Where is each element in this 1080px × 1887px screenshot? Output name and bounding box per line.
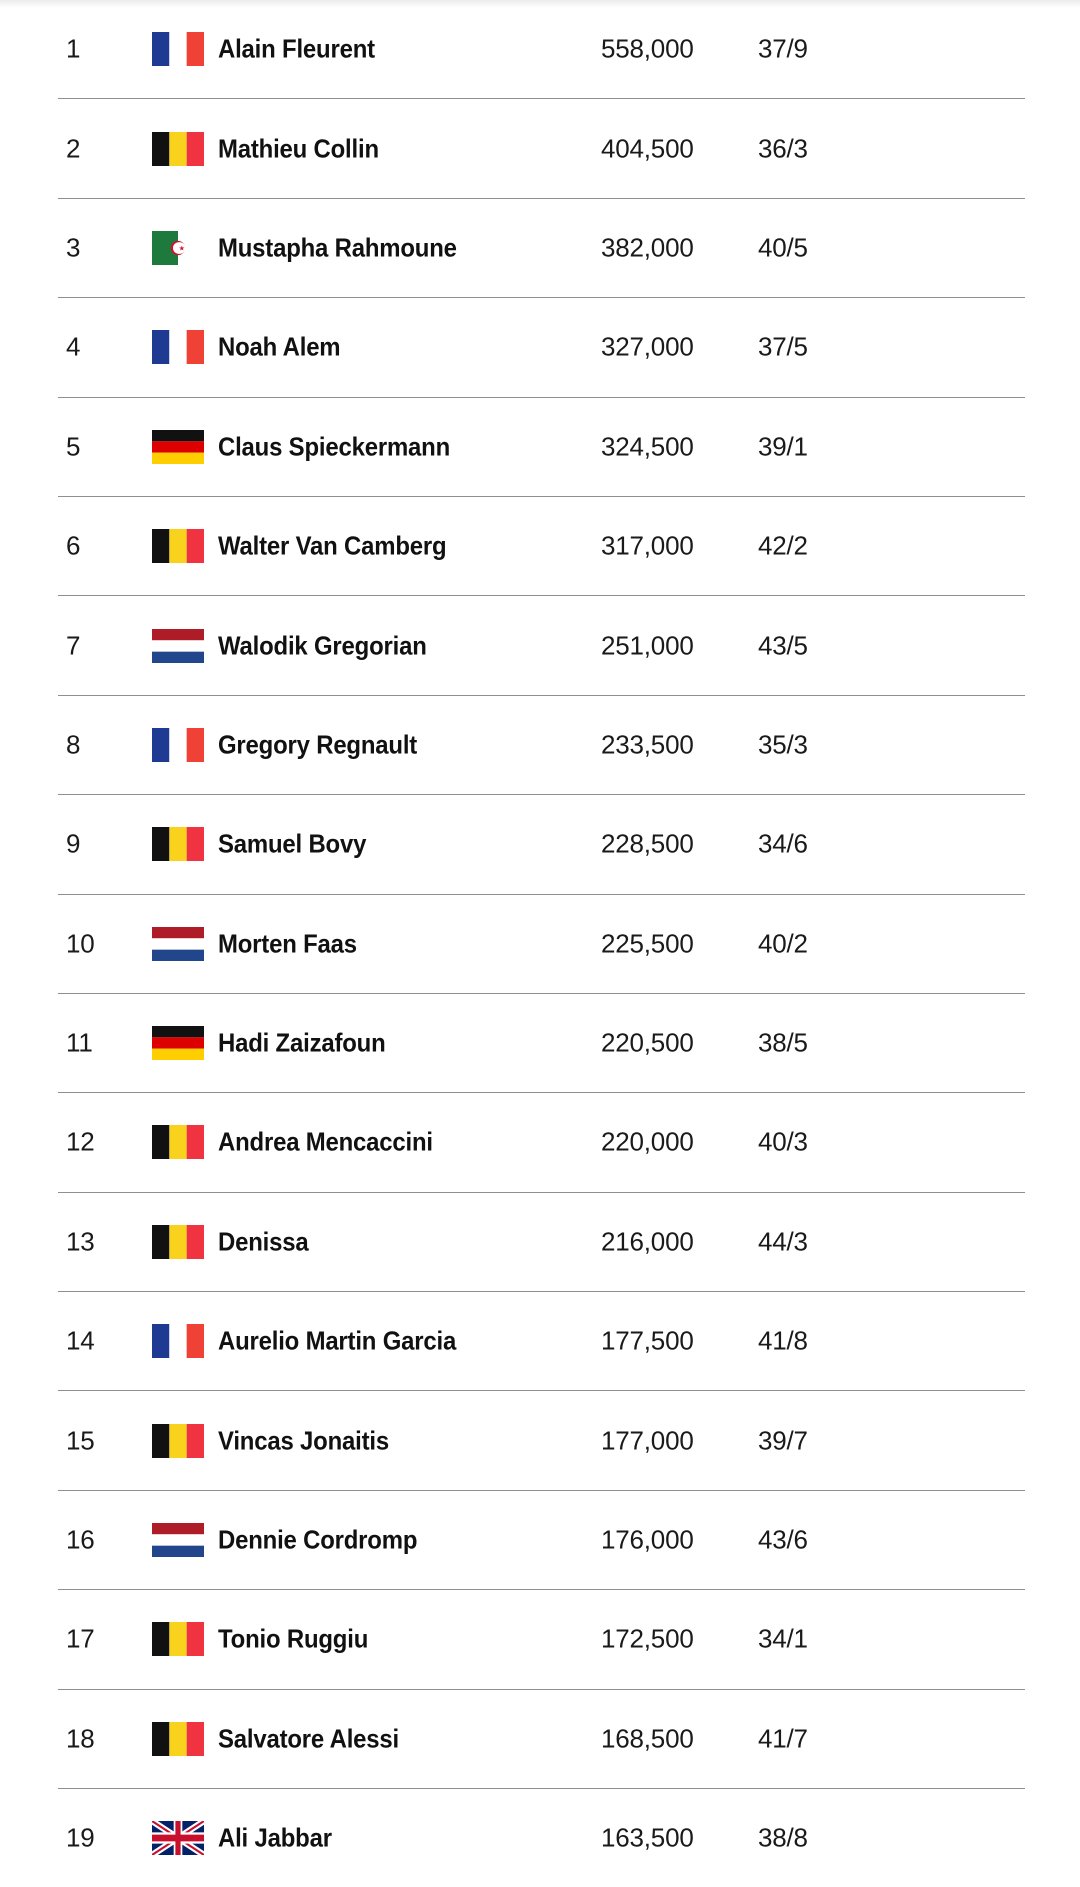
player-name[interactable]: Claus Spieckermann bbox=[218, 431, 451, 462]
stat-ratio: 38/5 bbox=[758, 1027, 808, 1058]
stat-ratio: 34/6 bbox=[758, 828, 808, 859]
player-name[interactable]: Samuel Bovy bbox=[218, 828, 367, 859]
table-row[interactable] bbox=[58, 795, 1025, 894]
value-amount: 225,500 bbox=[601, 928, 694, 959]
stat-ratio: 41/7 bbox=[758, 1723, 808, 1754]
value-amount: 233,500 bbox=[601, 729, 694, 760]
player-name[interactable]: Hadi Zaizafoun bbox=[218, 1027, 386, 1058]
player-name[interactable]: Vincas Jonaitis bbox=[218, 1425, 389, 1456]
rank-number: 5 bbox=[66, 431, 81, 462]
player-name[interactable]: Noah Alem bbox=[218, 331, 341, 362]
stat-ratio: 40/2 bbox=[758, 928, 808, 959]
value-amount: 558,000 bbox=[601, 33, 694, 64]
rank-number: 14 bbox=[66, 1325, 95, 1356]
player-name[interactable]: Denissa bbox=[218, 1226, 309, 1257]
rank-number: 10 bbox=[66, 928, 95, 959]
stat-ratio: 34/1 bbox=[758, 1623, 808, 1654]
table-row[interactable] bbox=[58, 994, 1025, 1093]
value-amount: 220,500 bbox=[601, 1027, 694, 1058]
algeria-flag-icon bbox=[152, 231, 204, 265]
player-name[interactable]: Andrea Mencaccini bbox=[218, 1126, 433, 1157]
value-amount: 220,000 bbox=[601, 1126, 694, 1157]
value-amount: 317,000 bbox=[601, 530, 694, 561]
player-name[interactable]: Morten Faas bbox=[218, 928, 357, 959]
stat-ratio: 39/7 bbox=[758, 1425, 808, 1456]
france-flag-icon bbox=[152, 1324, 204, 1358]
value-amount: 382,000 bbox=[601, 232, 694, 263]
stat-ratio: 42/2 bbox=[758, 530, 808, 561]
player-name[interactable]: Aurelio Martin Garcia bbox=[218, 1325, 457, 1356]
rank-number: 19 bbox=[66, 1822, 95, 1853]
table-row[interactable] bbox=[58, 298, 1025, 397]
player-name[interactable]: Salvatore Alessi bbox=[218, 1723, 399, 1754]
player-name[interactable]: Tonio Ruggiu bbox=[218, 1623, 369, 1654]
player-name[interactable]: Gregory Regnault bbox=[218, 729, 418, 760]
rank-number: 12 bbox=[66, 1126, 95, 1157]
value-amount: 404,500 bbox=[601, 133, 694, 164]
table-row[interactable] bbox=[58, 1292, 1025, 1391]
germany-flag-icon bbox=[152, 1026, 204, 1060]
stat-ratio: 43/6 bbox=[758, 1524, 808, 1555]
belgium-flag-icon bbox=[152, 1622, 204, 1656]
table-row[interactable] bbox=[58, 497, 1025, 596]
value-amount: 163,500 bbox=[601, 1822, 694, 1853]
player-name[interactable]: Mathieu Collin bbox=[218, 133, 379, 164]
rank-number: 3 bbox=[66, 232, 81, 263]
rank-number: 18 bbox=[66, 1723, 95, 1754]
netherlands-flag-icon bbox=[152, 1523, 204, 1557]
belgium-flag-icon bbox=[152, 1722, 204, 1756]
player-name[interactable]: Dennie Cordromp bbox=[218, 1524, 418, 1555]
rank-number: 17 bbox=[66, 1623, 95, 1654]
stat-ratio: 35/3 bbox=[758, 729, 808, 760]
table-row[interactable] bbox=[58, 596, 1025, 695]
rank-number: 9 bbox=[66, 828, 81, 859]
belgium-flag-icon bbox=[152, 827, 204, 861]
france-flag-icon bbox=[152, 32, 204, 66]
stat-ratio: 43/5 bbox=[758, 630, 808, 661]
value-amount: 172,500 bbox=[601, 1623, 694, 1654]
player-name[interactable]: Ali Jabbar bbox=[218, 1822, 332, 1853]
value-amount: 251,000 bbox=[601, 630, 694, 661]
rank-number: 4 bbox=[66, 331, 81, 362]
value-amount: 216,000 bbox=[601, 1226, 694, 1257]
stat-ratio: 44/3 bbox=[758, 1226, 808, 1257]
stat-ratio: 41/8 bbox=[758, 1325, 808, 1356]
stat-ratio: 39/1 bbox=[758, 431, 808, 462]
rank-number: 2 bbox=[66, 133, 81, 164]
value-amount: 176,000 bbox=[601, 1524, 694, 1555]
rank-number: 7 bbox=[66, 630, 81, 661]
rank-number: 15 bbox=[66, 1425, 95, 1456]
value-amount: 177,500 bbox=[601, 1325, 694, 1356]
belgium-flag-icon bbox=[152, 1424, 204, 1458]
table-row[interactable] bbox=[58, 199, 1025, 298]
rank-number: 6 bbox=[66, 530, 81, 561]
stat-ratio: 38/8 bbox=[758, 1822, 808, 1853]
belgium-flag-icon bbox=[152, 1125, 204, 1159]
table-row[interactable] bbox=[58, 696, 1025, 795]
table-row[interactable] bbox=[58, 99, 1025, 198]
value-amount: 168,500 bbox=[601, 1723, 694, 1754]
uk-flag-icon bbox=[152, 1821, 204, 1855]
belgium-flag-icon bbox=[152, 132, 204, 166]
stat-ratio: 37/5 bbox=[758, 331, 808, 362]
germany-flag-icon bbox=[152, 430, 204, 464]
value-amount: 324,500 bbox=[601, 431, 694, 462]
netherlands-flag-icon bbox=[152, 927, 204, 961]
rank-number: 1 bbox=[66, 33, 81, 64]
france-flag-icon bbox=[152, 728, 204, 762]
table-row[interactable] bbox=[58, 0, 1025, 99]
rank-number: 16 bbox=[66, 1524, 95, 1555]
table-row[interactable] bbox=[58, 895, 1025, 994]
value-amount: 177,000 bbox=[601, 1425, 694, 1456]
belgium-flag-icon bbox=[152, 1225, 204, 1259]
stat-ratio: 37/9 bbox=[758, 33, 808, 64]
table-row[interactable] bbox=[58, 1491, 1025, 1590]
france-flag-icon bbox=[152, 330, 204, 364]
value-amount: 228,500 bbox=[601, 828, 694, 859]
table-row[interactable] bbox=[58, 1690, 1025, 1789]
ranking-table bbox=[58, 0, 1025, 1887]
netherlands-flag-icon bbox=[152, 629, 204, 663]
player-name[interactable]: Alain Fleurent bbox=[218, 33, 375, 64]
table-row[interactable] bbox=[58, 1391, 1025, 1490]
table-row[interactable] bbox=[58, 1093, 1025, 1192]
player-name[interactable]: Mustapha Rahmoune bbox=[218, 232, 457, 263]
stat-ratio: 36/3 bbox=[758, 133, 808, 164]
rank-number: 13 bbox=[66, 1226, 95, 1257]
player-name[interactable]: Walodik Gregorian bbox=[218, 630, 427, 661]
value-amount: 327,000 bbox=[601, 331, 694, 362]
player-name[interactable]: Walter Van Camberg bbox=[218, 530, 447, 561]
stat-ratio: 40/5 bbox=[758, 232, 808, 263]
belgium-flag-icon bbox=[152, 529, 204, 563]
table-row[interactable] bbox=[58, 1590, 1025, 1689]
rank-number: 8 bbox=[66, 729, 81, 760]
table-row[interactable] bbox=[58, 398, 1025, 497]
stat-ratio: 40/3 bbox=[758, 1126, 808, 1157]
table-row[interactable] bbox=[58, 1789, 1025, 1887]
table-row[interactable] bbox=[58, 1193, 1025, 1292]
rank-number: 11 bbox=[66, 1027, 93, 1058]
